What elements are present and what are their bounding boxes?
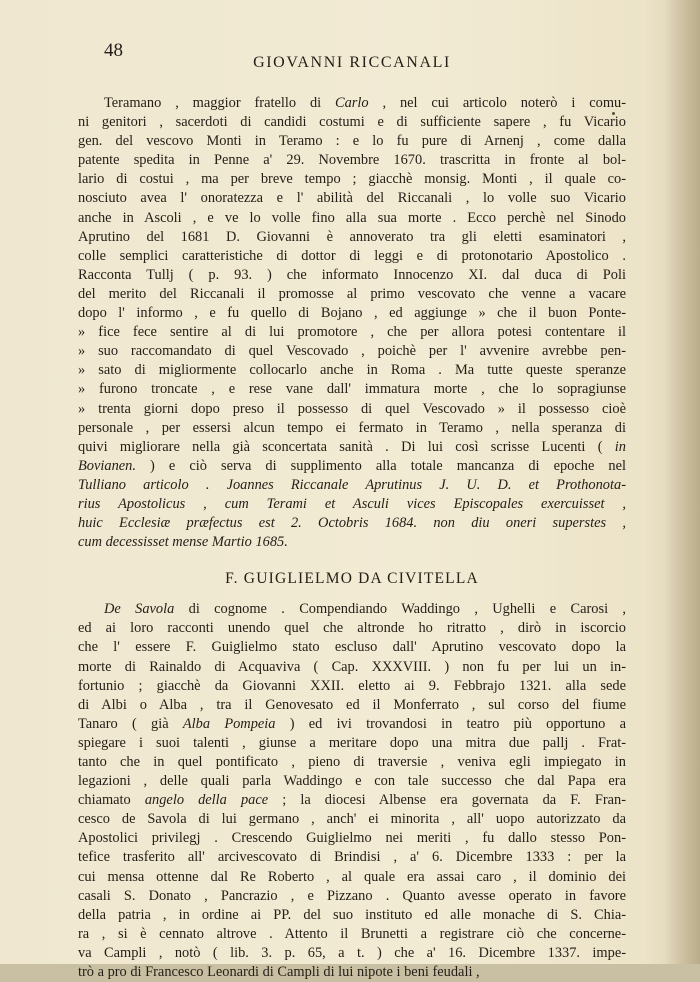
text-line: tanto che in quel pontificato , pieno di traversie , veniva egli impiegato in: [78, 754, 626, 770]
text-line: rius Apostolicus , cum Terami et Asculi vices Episcopales exercuisset ,: [78, 495, 626, 512]
text-line: Aprutino del 1681 D. Giovanni è annoverato tra gli eletti esaminatori ,: [78, 228, 626, 245]
text-line: della patria , in ordine ai PP. del suo instituto ed alle monache di S. Chia-: [78, 906, 626, 923]
text-line: legazioni , delle quali parla Waddingo e con tale successo che dal Papa era: [78, 773, 626, 790]
text-line: Teramano , maggior fratello di Carlo , nel cui articolo noterò i comu-: [104, 95, 626, 111]
paragraph-guiglielmo: [78, 600, 626, 982]
text-line: fortunio ; giacchè da Giovanni XXII. eletto ai 9. Febbrajo 1321. alla sede: [78, 677, 626, 694]
text-line: spiegare i suoi talenti , giunse a meritare dopo una mitra due pallj . Frat-: [78, 734, 626, 751]
text-line: De Savola di cognome . Compendiando Waddingo , Ughelli e Carosi ,: [104, 601, 626, 618]
text-line: tefice trasferito all' arcivescovato di Brindisi , a' 6. Dicembre 1333 : per la: [78, 849, 626, 866]
text-line: cesco de Savola di lui germano , anch' ei minorita , all' uopo autorizzato da: [78, 811, 626, 828]
text-line: huic Ecclesiæ præfectus est 2. Octobris 1684. non diu oneri superstes ,: [78, 515, 626, 532]
text-line: nosciuto avea l' onoratezza e l' abilità del Riccanali , lo volle suo Vicario: [78, 190, 626, 207]
paragraph-riccanali: [78, 94, 626, 552]
text-line: va Campli , notò ( lib. 3. p. 65, a t. ) che a' 16. Dicembre 1337. impe-: [78, 944, 626, 961]
text-line: Apostolici privilegj . Crescendo Guiglielmo nei meriti , fu dallo stesso Pon-: [78, 830, 626, 847]
page-body: [78, 34, 626, 982]
text-line: morte di Rainaldo di Acquaviva ( Cap. XXXVIII. ) non fu per lui un in-: [78, 658, 626, 675]
text-line: lario di costui , ma per breve tempo ; giacchè monsig. Monti , il quale co-: [78, 171, 626, 188]
text-line: chiamato angelo della pace ; la diocesi Albense era governata da F. Fran-: [78, 792, 626, 809]
text-line: Racconta Tullj ( p. 93. ) che informato Innocenzo XI. dal duca di Poli: [78, 266, 626, 283]
text-line: di Albi o Alba , tra il Genovesato ed il Monferrato , sul corso del fiume: [78, 696, 626, 713]
text-line: ni genitori , sacerdoti di candidi costumi e di sufficiente sapere , fu Vicario: [78, 114, 626, 131]
text-line: cum decessisset mense Martio 1685.: [78, 534, 288, 551]
text-line: gen. del vescovo Monti in Teramo : e lo fu pure di Arnenj , come dalla: [78, 133, 626, 150]
text-line: quivi migliorare nella già sconcertata sanità . Di lui così scrisse Lucenti ( in: [78, 438, 626, 455]
text-line: anche in Ascoli , e ve lo volle fino alla sua morte . Ecco perchè nel Sinodo: [78, 209, 626, 226]
text-line: ra , si è cennato altrove . Attento il Brunetti a registrare ciò che concerne-: [78, 925, 626, 942]
text-line: trò a pro di Francesco Leonardi di Campli di lui nipote i beni feudali ,: [78, 964, 480, 981]
text-line: » sato di migliormente collocarlo anche in Roma . Ma tutte queste speranze: [78, 362, 626, 379]
text-line: casali S. Donato , Pancrazio , e Pizzano . Quanto avesse operato in favore: [78, 887, 626, 904]
text-line: colle semplici caratteristiche di dottor di leggi e di protonotario Apostolico .: [78, 247, 626, 264]
text-line: che l' essere F. Guiglielmo stato escluso dall' Aprutino vescovato dopo la: [78, 639, 626, 656]
running-head: GIOVANNI RICCANALI: [253, 54, 451, 71]
text-line: patente spedita in Penne a' 29. Novembre 1670. trascritta in fronte al bol-: [78, 152, 626, 169]
text-line: » suo raccomandato di quel Vescovado , poichè per l' avvenire avrebbe pen-: [78, 343, 626, 360]
text-line: » fice fece sentire al di lui promotore , che per allora potesi contentare il: [78, 324, 626, 341]
page-edge-shadow: [666, 0, 700, 964]
text-line: Bovianen. ) e ciò serva di supplimento alla totale mancanza di epoche nel: [78, 457, 626, 474]
text-line: cui mensa ottenne dal Re Roberto , al quale era assai caro , il dominio dei: [78, 868, 626, 885]
text-line: del merito del Riccanali il promosse al primo vescovato che venne a vacare: [78, 285, 626, 302]
text-line: Tanaro ( già Alba Pompeia ) ed ivi trovandosi in teatro più opportuno a: [78, 715, 626, 732]
page-header: [78, 34, 626, 74]
text-line: personale , per essersi alcun tempo ei fermato in Teramo , nella speranza di: [78, 419, 626, 436]
section-title: F. GUIGLIELMO DA CIVITELLA: [225, 570, 479, 588]
text-line: Tulliano articolo . Joannes Riccanale Aprutinus J. U. D. et Prothonota-: [78, 476, 626, 493]
page-number: 48: [104, 40, 123, 61]
text-line: » trenta giorni dopo preso il possesso di quel Vescovado » il possesso cioè: [78, 400, 626, 417]
text-line: » furono troncate , e rese vane dall' immatura morte , che lo sopragiunse: [78, 381, 626, 398]
text-line: ed ai loro racconti unendo quel che altronde ho ritratto , dirò in iscorcio: [78, 620, 626, 637]
text-line: dopo l' informo , e fu quello di Bojano , ed aggiunge » che il buon Ponte-: [78, 305, 626, 322]
